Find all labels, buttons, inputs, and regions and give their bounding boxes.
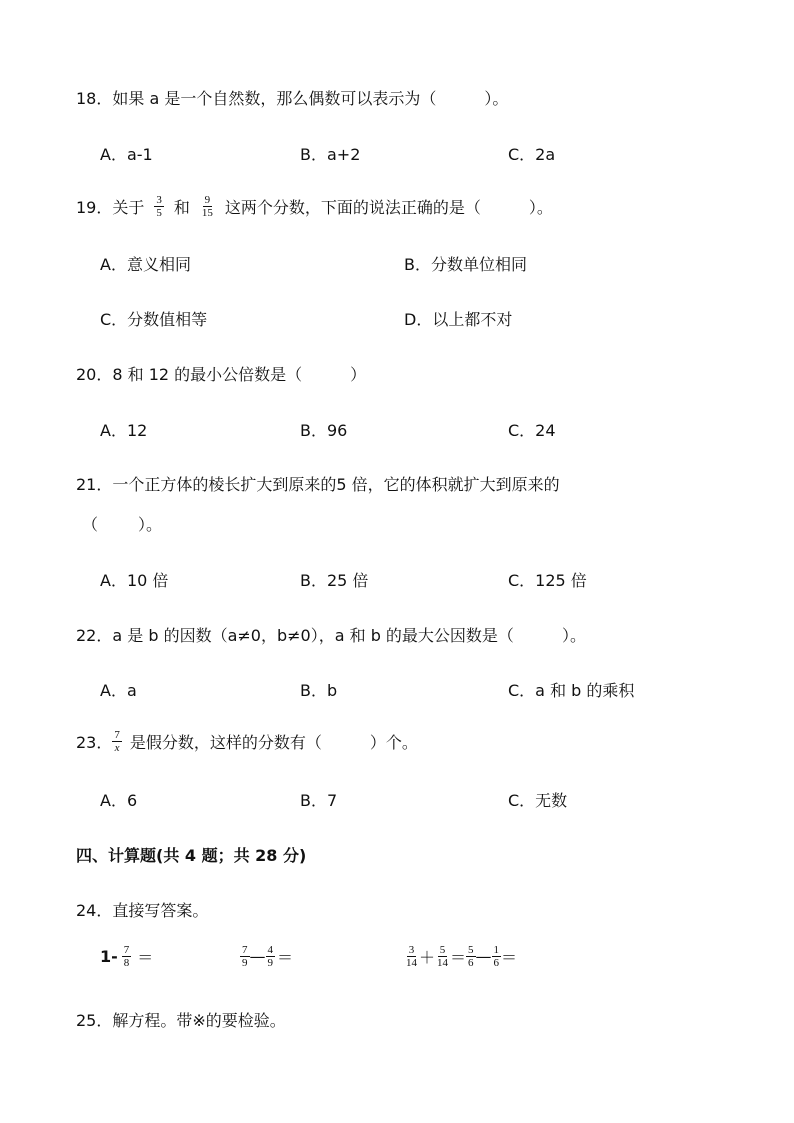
fraction-denominator: 14: [406, 957, 417, 969]
question-19-option-b[interactable]: B．分数单位相同: [404, 255, 527, 274]
fraction-7-x: [112, 729, 122, 754]
question-22-option-a[interactable]: A．a: [100, 681, 137, 700]
question-21-blank-open: （: [82, 515, 99, 534]
calc-item-2: [240, 944, 295, 969]
question-19-option-d[interactable]: D．以上都不对: [404, 310, 513, 329]
fraction-3-5: [154, 194, 164, 219]
fraction-9-15: [200, 194, 215, 219]
question-19-option-c[interactable]: C．分数值相等: [100, 310, 208, 329]
question-19-stem-end: ）。: [528, 197, 553, 217]
question-22-stem-end: ）。: [561, 626, 586, 645]
question-23: [76, 723, 418, 759]
question-21-stem-end: ）。: [138, 515, 163, 534]
calc-term: 1-: [100, 947, 118, 966]
fraction-3-14: [404, 944, 419, 969]
question-22: [76, 623, 586, 646]
fraction-denominator: 9: [242, 957, 248, 969]
fraction-denominator: 6: [468, 957, 474, 969]
question-25-stem: 25．解方程。带※的要检验。: [76, 1011, 286, 1030]
question-23-option-a[interactable]: A．6: [100, 791, 138, 810]
question-20-stem-end: ）: [350, 365, 367, 384]
question-21-option-b[interactable]: B．25 倍: [300, 571, 369, 590]
question-22-option-b[interactable]: B．b: [300, 681, 338, 700]
fraction-numerator: 9: [204, 193, 211, 206]
question-20-option-b[interactable]: B．96: [300, 421, 348, 440]
fraction-numerator: 7: [242, 944, 248, 956]
question-24-stem: 24．直接写答案。: [76, 901, 209, 920]
fraction-denominator: 8: [123, 957, 130, 969]
fraction-numerator: 1: [493, 944, 500, 956]
minus-sign: —: [249, 947, 266, 966]
fraction-denominator: 9: [267, 957, 273, 969]
fraction-7-8: [122, 944, 132, 969]
question-23-stem: 是假分数，这样的分数有（: [129, 732, 322, 752]
fraction-numerator: 5: [439, 944, 446, 956]
fraction-numerator: 5: [468, 944, 474, 956]
question-21-line-2: [82, 512, 162, 535]
question-19-option-a[interactable]: A．意义相同: [100, 255, 191, 274]
question-21-option-c[interactable]: C．125 倍: [508, 571, 587, 590]
question-23-stem-end: ）个。: [369, 732, 418, 752]
question-20-option-a[interactable]: A．12: [100, 421, 148, 440]
calc-item-3: [404, 944, 517, 969]
fraction-denominator: x: [114, 741, 120, 754]
fraction-denominator: 6: [493, 957, 500, 969]
question-18-stem-end: ）。: [484, 89, 509, 108]
fraction-numerator: 4: [267, 944, 273, 956]
question-19-stem: 这两个分数，下面的说法正确的是（: [224, 197, 481, 217]
plus-sign: ＋: [419, 948, 436, 967]
question-23-number: 23．: [76, 732, 113, 752]
question-18: [76, 86, 508, 109]
minus-sign: —: [475, 947, 492, 966]
question-20-stem-start: 20．8 和 12 的最小公倍数是（: [76, 365, 303, 384]
question-23-option-c[interactable]: C．无数: [508, 791, 568, 810]
fraction-denominator: 14: [437, 957, 449, 969]
question-18-option-a[interactable]: A．a-1: [100, 145, 153, 164]
question-18-option-b[interactable]: B．a+2: [300, 145, 361, 164]
question-20: [76, 362, 366, 385]
question-23-option-b[interactable]: B．7: [300, 791, 338, 810]
equals-sign: ＝: [137, 948, 154, 967]
question-19: [76, 188, 553, 224]
question-20-option-c[interactable]: C．24: [508, 421, 556, 440]
question-19-number: 19．关于: [76, 197, 145, 217]
equals-sign: ＝: [450, 948, 467, 967]
equals-sign: ＝: [501, 948, 518, 967]
fraction-numerator: 3: [156, 193, 162, 206]
fraction-7-9: [240, 944, 250, 969]
question-22-stem-start: 22．a 是 b 的因数（a≠0，b≠0），a 和 b 的最大公因数是（: [76, 626, 514, 645]
section-heading: 四、计算题(共 4 题；共 28 分): [76, 846, 307, 865]
equals-sign: ＝: [277, 948, 294, 967]
fraction-numerator: 7: [114, 728, 120, 741]
question-19-and: 和: [173, 197, 190, 217]
fraction-5-6: [466, 944, 476, 969]
question-21-option-a[interactable]: A．10 倍: [100, 571, 169, 590]
fraction-denominator: 15: [201, 206, 213, 219]
fraction-denominator: 5: [156, 206, 162, 219]
fraction-4-9: [266, 944, 276, 969]
fraction-numerator: 7: [123, 944, 130, 956]
calc-item-1: [100, 944, 155, 969]
question-18-stem-start: 18．如果 a 是一个自然数，那么偶数可以表示为（: [76, 89, 437, 108]
question-22-option-c[interactable]: C．a 和 b 的乘积: [508, 681, 635, 700]
question-18-option-c[interactable]: C．2a: [508, 145, 556, 164]
question-21-line-1: 21．一个正方体的棱长扩大到原来的5 倍，它的体积就扩大到原来的: [76, 475, 560, 494]
fraction-1-6: [492, 944, 502, 969]
fraction-5-14: [435, 944, 450, 969]
fraction-numerator: 3: [408, 944, 415, 956]
